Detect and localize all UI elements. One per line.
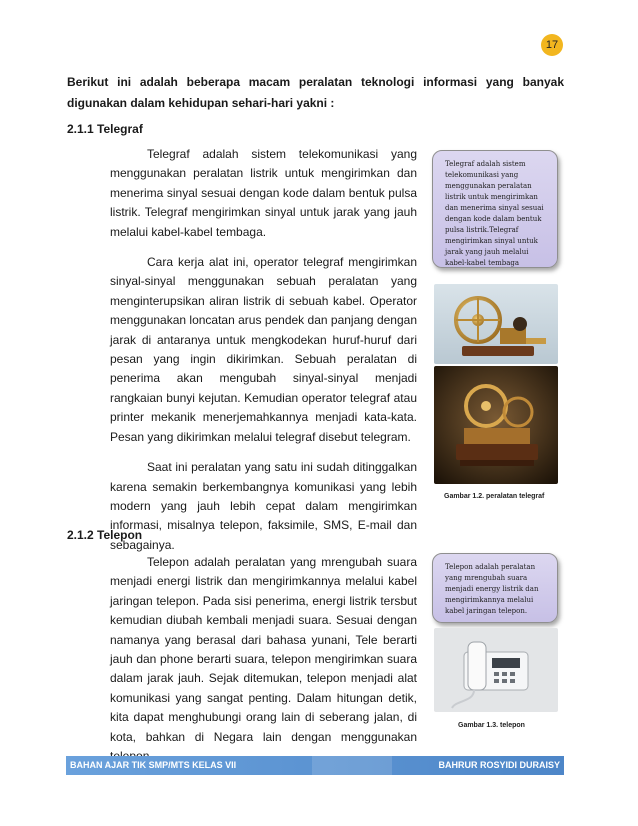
telegraf-photo-2 <box>434 366 558 484</box>
telepon-caption: Gambar 1.3. telepon <box>458 722 525 729</box>
footer-divider-band <box>312 756 392 775</box>
telepon-photo <box>434 628 558 712</box>
telepon-text-column <box>110 553 417 777</box>
section-heading-telegraf: 2.1.1 Telegraf <box>67 122 143 136</box>
telegraf-callout-box: Telegraf adalah sistem telekomunikasi yang menggunakan peralatan listrik untuk mengirimkan dan menerima sinyal sesuai dengan kode dalam bentuk pulsa listrik.Telegraf mengirimkan sinyal untuk jarak yang jauh melalui kabel-kabel tembaga <box>432 150 558 268</box>
telepon-callout-box: Telepon adalah peralatan yang mrengubah suara menjadi energy listrik dan mengirimkannya melalui kabel jaringan telepon. <box>432 553 558 623</box>
section-heading-telepon: 2.1.2 Telepon <box>67 528 143 542</box>
telegraf-text-column <box>110 145 417 566</box>
telegraf-caption: Gambar 1.2. peralatan telegraf <box>444 493 545 500</box>
footer-left-label: BAHAN AJAR TIK SMP/MTS KELAS VII <box>70 760 237 770</box>
page-number-badge: 17 <box>541 34 563 56</box>
telegraf-paragraph-3: Saat ini peralatan yang satu ini sudah ditinggalkan karena semakin berkembangnya komunikasi yang lebih modern yang jauh lebih cepat dalam mengirimkan informasi, misalnya telepon, faksimile, SMS, E-mail dan sebagainya. <box>110 460 417 552</box>
footer-bar <box>66 756 564 775</box>
intro-paragraph: Berikut ini adalah beberapa macam peralatan teknologi informasi yang banyak digunakan dalam kehidupan sehari-hari yakni : <box>67 75 564 110</box>
footer-right-label: BAHRUR ROSYIDI DURAISY <box>438 760 560 770</box>
telegraf-paragraph-2: Cara kerja alat ini, operator telegraf mengirimkan sinyal-sinyal menggunakan sebuah peralatan yang menginterupsikan aliran listrik di sebuah kabel. Operator menggunakan loncatan arus pendek dan panjang dengan jarak di antaranya untuk mengkodekan huruf-huruf dari pesan yang ingin dikirimkan. Sebuah peralatan di penerima akan mengubah sinyal-sinyal menjadi rangkaian bunyi kejutan. Kemudian operator telegraf atau printer mekanik menerjemahkannya menjadi kata-kata. Pesan yang dikirimkan melalui telegraf disebut telegram. <box>110 255 417 444</box>
telegraf-photo-1 <box>434 284 558 364</box>
telegraf-paragraph-1: Telegraf adalah sistem telekomunikasi yang menggunakan peralatan listrik untuk mengirimkan dan menerima sinyal sesuai dengan kode dalam bentuk pulsa listrik. Telegraf mengirimkan sinyal untuk jarak yang jauh melalui kabel-kabel tembaga. <box>110 147 417 239</box>
telepon-paragraph-1: Telepon adalah peralatan yang mrengubah suara menjadi energi listrik dan mengirimkannya melalui kabel jaringan telepon. Pada sisi penerima, energi listrik tersbut kemudian diubah kembali menjadi suara. Sesuai dengan namanya yang berasal dari bahasa yunani, Tele berarti jauh dan phone berarti suara, telepon mengirimkan suara dalam jarak jauh. Sejak ditemukan, telepon menjadi alat komunikasi yang sangat penting. Dalam hitungan detik, kita dapat menghubungi orang lain di seberang jalan, di kota, bahkan di Negara lain dengan menggunakan <box>110 555 417 744</box>
